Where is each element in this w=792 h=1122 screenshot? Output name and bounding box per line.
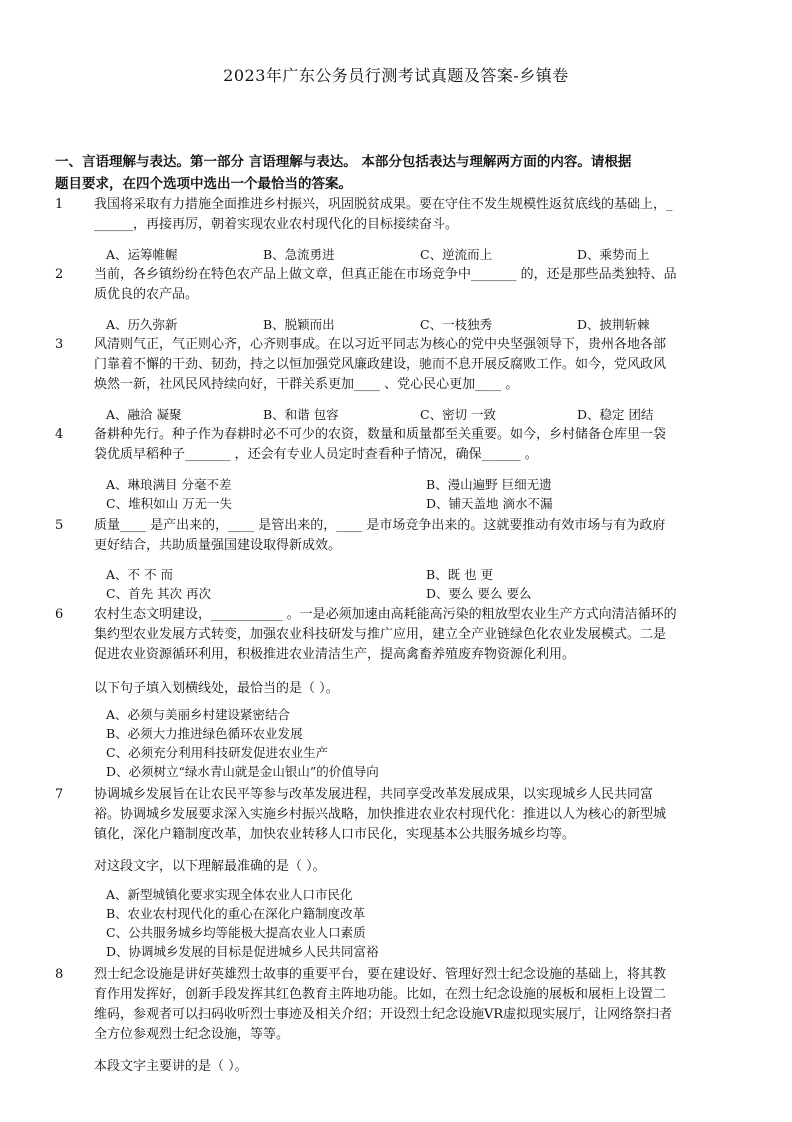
question-7-options: [106, 885, 746, 961]
question-4: [55, 425, 745, 465]
question-5-options: [106, 565, 746, 603]
question-stem-line: 质优良的农产品。: [94, 287, 199, 302]
question-stem-line: ______，再接再厉，朝着实现农业农村现代化的目标接续奋斗。: [94, 217, 459, 232]
question-stem-line: 育作用发挥好，创新手段发挥其红色教育主阵地功能。比如，在烈士纪念设施的展板和展柜上设置二: [94, 987, 667, 1002]
question-6-prompt: 以下句子填入划横线处，最恰当的是（ ）。: [94, 681, 339, 696]
option-b[interactable]: B、漫山遍野 巨细无遗: [426, 477, 552, 492]
question-8-prompt: 本段文字主要讲的是（ ）。: [94, 1059, 248, 1074]
question-number: 8: [55, 967, 64, 982]
question-stem-line: 维码，参观者可以扫码收听烈士事迹及相关介绍；开设烈士纪念设施VR虚拟现实展厅，让网络祭扫者: [94, 1007, 673, 1022]
question-number: 2: [55, 267, 64, 282]
option-c[interactable]: C、首先 其次 再次: [106, 586, 212, 601]
option-c[interactable]: C、公共服务城乡均等能极大提高农业人口素质: [106, 925, 366, 940]
option-c[interactable]: C、一枝独秀: [420, 317, 493, 332]
question-2-options: [106, 315, 746, 334]
option-b[interactable]: B、既 也 更: [426, 567, 494, 582]
document-title: 2023年广东公务员行测考试真题及答案-乡镇卷: [223, 66, 569, 85]
section-heading: [55, 151, 675, 195]
question-1-options: [106, 245, 746, 264]
question-stem-line: 当前，各乡镇纷纷在特色农产品上做文章，但真正能在市场竞争中_______ 的，还是那些品类独特、品: [94, 267, 677, 282]
option-b[interactable]: B、脱颖而出: [263, 317, 335, 332]
option-c[interactable]: C、密切 一致: [420, 407, 497, 422]
option-d[interactable]: D、稳定 团结: [577, 407, 654, 422]
question-stem-line: 更好结合，共助质量强国建设取得新成效。: [94, 538, 342, 553]
question-number: 7: [55, 787, 64, 802]
question-stem-line: 袋优质早稻种子_______ ，还会有专业人员定时查看种子情况，确保______ 。: [94, 447, 538, 462]
question-stem-line: 协调城乡发展旨在让农民平等参与改革发展进程，共同享受改革发展成果，以实现城乡人民共同富: [94, 787, 654, 802]
question-7: [55, 785, 745, 845]
option-a[interactable]: A、融洽 凝聚: [106, 407, 182, 422]
question-number: 6: [55, 607, 64, 622]
option-d[interactable]: D、披荆斩棘: [577, 317, 650, 332]
question-1: [55, 195, 745, 235]
question-number: 4: [55, 427, 64, 442]
question-number: 5: [55, 518, 64, 533]
question-number: 1: [55, 197, 64, 212]
option-b[interactable]: B、农业农村现代化的重心在深化户籍制度改革: [106, 906, 366, 921]
option-a[interactable]: A、历久弥新: [106, 317, 178, 332]
question-stem-line: 集约型农业发展方式转变，加强农业科技研发与推广应用，建立全产业链绿色化农业发展模式。二是: [94, 627, 667, 642]
question-number: 3: [55, 337, 64, 352]
question-stem-line: 备耕种先行。种子作为春耕时必不可少的农资，数量和质量都至关重要。如今，乡村储备仓库里一袋: [94, 427, 667, 442]
question-stem-line: 质量____ 是产出来的，____ 是管出来的，____ 是市场竞争出来的。这就要推动有效市场与有为政府: [94, 518, 666, 533]
question-5: [55, 516, 745, 556]
question-7-prompt: 对这段文字，以下理解最准确的是（ ）。: [94, 859, 326, 874]
option-d[interactable]: D、必须树立“绿水青山就是金山银山”的价值导向: [106, 764, 379, 779]
option-a[interactable]: A、运筹帷幄: [106, 247, 178, 262]
question-stem-line: 焕然一新，社风民风持续向好，干群关系更加____ 、党心民心更加____ 。: [94, 377, 519, 392]
question-stem-line: 全方位参观烈士纪念设施，等等。: [94, 1027, 290, 1042]
question-stem-line: 门靠着不懈的干劲、韧劲，持之以恒加强党风廉政建设，驰而不息开展反腐败工作。如今，党风政风: [94, 357, 667, 372]
option-a[interactable]: A、必须与美丽乡村建设紧密结合: [106, 707, 291, 722]
section-heading-line-2: 题目要求，在四个选项中选出一个最恰当的答案。: [55, 176, 352, 192]
option-b[interactable]: B、急流勇进: [263, 247, 335, 262]
question-stem-line: 裕。协调城乡发展要求深入实施乡村振兴战略，加快推进农业农村现代化：推进以人为核心的新型城: [94, 807, 667, 822]
option-c[interactable]: C、必须充分利用科技研发促进农业生产: [106, 745, 329, 760]
question-3-options: [106, 405, 746, 424]
option-d[interactable]: D、协调城乡发展的目标是促进城乡人民共同富裕: [106, 944, 379, 959]
option-c[interactable]: C、堆积如山 万无一失: [106, 496, 233, 511]
question-2: [55, 265, 745, 305]
option-d[interactable]: D、要么 要么 要么: [426, 586, 532, 601]
option-a[interactable]: A、新型城镇化要求实现全体农业人口市民化: [106, 887, 353, 902]
question-stem-line: 促进农业资源循环利用，积极推进农业清洁生产，提高禽畜养殖废弃物资源化利用。: [94, 647, 576, 662]
option-c[interactable]: C、逆流而上: [420, 247, 493, 262]
question-stem-line: 我国将采取有力措施全面推进乡村振兴，巩固脱贫成果。要在守住不发生规模性返贫底线的基础上，_: [94, 197, 673, 212]
question-6-options: [106, 705, 746, 781]
option-d[interactable]: D、乘势而上: [577, 247, 650, 262]
question-stem-line: 风清则气正，气正则心齐，心齐则事成。在以习近平同志为核心的党中央坚强领导下，贵州各地各部: [94, 337, 667, 352]
question-3: [55, 335, 745, 395]
question-8: [55, 965, 745, 1045]
question-stem-line: 烈士纪念设施是讲好英雄烈士故事的重要平台，要在建设好、管理好烈士纪念设施的基础上，将其教: [94, 967, 667, 982]
option-b[interactable]: B、必须大力推进绿色循环农业发展: [106, 726, 303, 741]
option-b[interactable]: B、和谐 包容: [263, 407, 339, 422]
question-6: [55, 605, 745, 665]
option-d[interactable]: D、铺天盖地 滴水不漏: [426, 496, 553, 511]
option-a[interactable]: A、不 不 而: [106, 567, 173, 582]
section-heading-line-1: 一、言语理解与表达。第一部分 言语理解与表达。 本部分包括表达与理解两方面的内容。请根据: [55, 154, 632, 170]
question-4-options: [106, 475, 746, 513]
question-stem-line: 农村生态文明建设，___________ 。一是必须加速由高耗能高污染的粗放型农业生产方式向清洁循环的: [94, 607, 677, 622]
question-stem-line: 镇化，深化户籍制度改革，加快农业转移人口市民化，实现基本公共服务城乡均等。: [94, 827, 576, 842]
option-a[interactable]: A、琳琅满目 分毫不差: [106, 477, 232, 492]
